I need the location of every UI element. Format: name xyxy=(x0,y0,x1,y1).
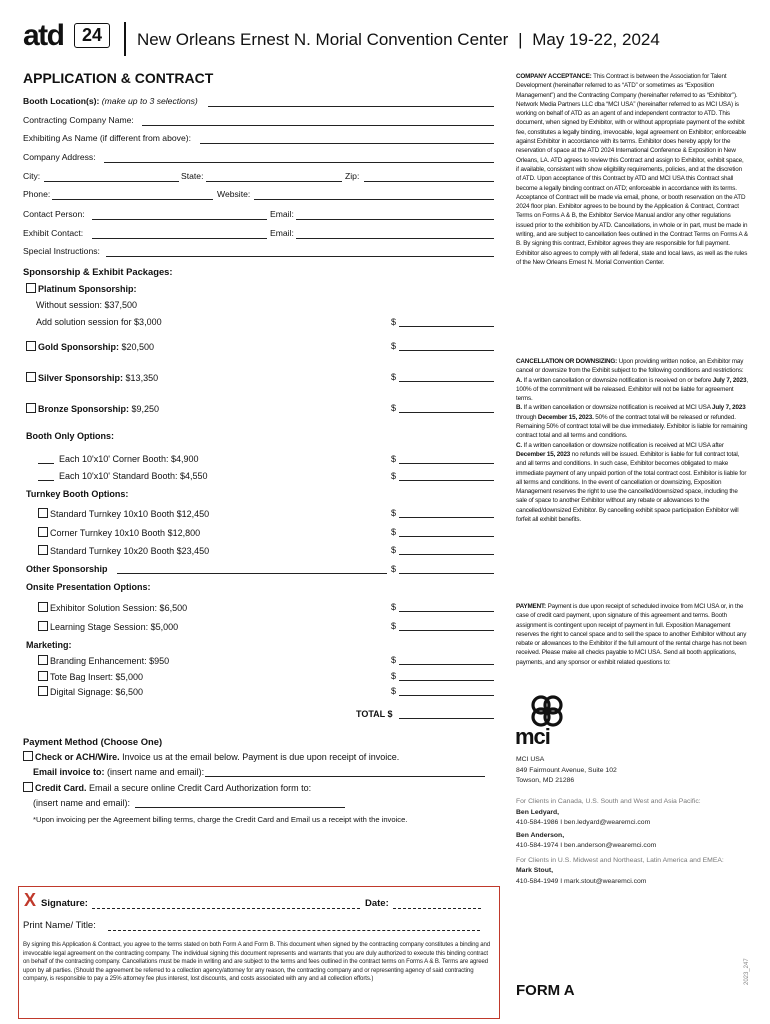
city-label: City: xyxy=(23,171,41,181)
turnkey2-checkbox[interactable] xyxy=(38,527,48,537)
email1-line[interactable] xyxy=(296,219,494,220)
cancellation-text xyxy=(516,357,748,524)
date-label: Date: xyxy=(365,898,389,909)
page-title: APPLICATION & CONTRACT xyxy=(23,70,214,86)
silver-checkbox[interactable] xyxy=(26,372,36,382)
turnkey1-amount-line[interactable] xyxy=(399,517,494,518)
platinum-option[interactable] xyxy=(26,283,137,294)
cancel-b-date2: December 15, 2023. xyxy=(537,413,594,421)
other-dollar: $ xyxy=(391,564,397,574)
company-address-line[interactable] xyxy=(104,162,494,163)
exhibiting-as-label: Exhibiting As Name (if different from above): xyxy=(23,133,191,143)
platinum-amount-line[interactable] xyxy=(399,326,494,327)
cancel-b-text1: If a written cancellation or downsize notification is received at MCI USA xyxy=(523,404,711,412)
mkt3-amount-line[interactable] xyxy=(399,695,494,696)
ach-label: Check or ACH/Wire. xyxy=(35,752,120,762)
turnkey3-checkbox[interactable] xyxy=(38,545,48,555)
cancel-intro: Upon providing written notice, an Exhibitor may cancel or downsize from the Exhibit subject to the following conditions and restrictions: xyxy=(516,358,744,375)
cancel-b-text2: 50% of the contract total will be released or refunded. Remaining 50% of contract total will be due immediately. Exhibitor is liable for remaining contract total and all terms and conditions. xyxy=(516,413,748,440)
company-acceptance-text xyxy=(516,72,748,267)
turnkey1-checkbox[interactable] xyxy=(38,508,48,518)
cancel-b-label: B. xyxy=(516,404,522,412)
exhibit-contact-line[interactable] xyxy=(92,238,267,239)
booth-location-label: Booth Location(s): xyxy=(23,96,100,106)
gold-dollar: $ xyxy=(391,341,397,351)
header-divider xyxy=(124,22,126,56)
turnkey3-option[interactable] xyxy=(38,545,209,556)
bronze-amount-line[interactable] xyxy=(399,412,494,413)
zip-line[interactable] xyxy=(364,181,494,182)
bronze-dollar: $ xyxy=(391,403,397,413)
zip-label: Zip: xyxy=(345,171,360,181)
mci-address xyxy=(516,755,617,787)
mkt2-amount-line[interactable] xyxy=(399,680,494,681)
contact3-name: Mark Stout, xyxy=(516,867,554,874)
ach-option[interactable] xyxy=(23,751,399,762)
contact3-info[interactable]: 410-584-1949 I mark.stout@wearemci.com xyxy=(516,877,647,885)
onsite1-option[interactable] xyxy=(38,602,187,613)
email2-line[interactable] xyxy=(296,238,494,239)
mkt3-dollar: $ xyxy=(391,686,397,696)
form-code: 2023_247 xyxy=(744,958,750,985)
email-invoice-label xyxy=(33,767,204,777)
turnkey2-amount-line[interactable] xyxy=(399,536,494,537)
contact-person-label: Contact Person: xyxy=(23,209,85,219)
state-line[interactable] xyxy=(206,181,342,182)
cancel-a-date: July 7, 2023 xyxy=(712,376,747,384)
onsite1-amount-line[interactable] xyxy=(399,611,494,612)
region2-label: For Clients in U.S. Midwest and Northeast, Latin America and EMEA: xyxy=(516,856,724,864)
standard-booth-amount-line[interactable] xyxy=(399,480,494,481)
email2-label: Email: xyxy=(270,228,294,238)
marketing-heading: Marketing: xyxy=(26,640,72,650)
atd-logo-year: 24 xyxy=(74,23,110,48)
corner-booth-amount-line[interactable] xyxy=(399,463,494,464)
signature-label: Signature: xyxy=(41,898,88,909)
cc-checkbox[interactable] xyxy=(23,782,33,792)
turnkey2-dollar: $ xyxy=(391,527,397,537)
contracting-company-label: Contracting Company Name: xyxy=(23,115,134,125)
cc-text: Email a secure online Credit Card Authorization form to: xyxy=(89,783,312,793)
cancel-b-date1: July 7, 2023 xyxy=(712,404,746,412)
print-name-label: Print Name/ Title: xyxy=(23,920,96,931)
total-label: TOTAL $ xyxy=(356,709,393,719)
corner-booth-dollar: $ xyxy=(391,454,397,464)
mci-logo-text: mci xyxy=(515,724,550,749)
payment-heading: Payment Method (Choose One) xyxy=(23,736,163,747)
contact2-name: Ben Anderson, xyxy=(516,831,565,839)
phone-label: Phone: xyxy=(23,189,51,199)
cancel-c-label: C. xyxy=(516,441,522,449)
cancel-a-text1: If a written cancellation or downsize notification is received on or before xyxy=(523,376,712,384)
venue-name: New Orleans Ernest N. Morial Convention Center xyxy=(137,30,509,49)
onsite2-dollar: $ xyxy=(391,621,397,631)
region1-label: For Clients in Canada, U.S. South and West and Asia Pacific: xyxy=(516,798,701,805)
platinum-without-label: Without session: $37,500 xyxy=(36,300,138,310)
mci-knot-icon xyxy=(527,694,567,728)
turnkey2-option[interactable] xyxy=(38,527,200,538)
silver-amount-line[interactable] xyxy=(399,381,494,382)
platinum-dollar: $ xyxy=(391,317,397,327)
mkt2-option[interactable] xyxy=(38,671,143,682)
onsite2-checkbox[interactable] xyxy=(38,621,48,631)
onsite1-label: Exhibitor Solution Session: $6,500 xyxy=(50,603,188,613)
platinum-label: Platinum Sponsorship: xyxy=(38,284,137,294)
email1-label: Email: xyxy=(270,209,294,219)
onsite1-dollar: $ xyxy=(391,602,397,612)
contact2-info[interactable]: 410-584-1974 I ben.anderson@wearemci.com xyxy=(516,842,657,849)
onsite2-amount-line[interactable] xyxy=(399,630,494,631)
onsite-heading: Onsite Presentation Options: xyxy=(26,582,151,592)
mkt3-label: Digital Signage: $6,500 xyxy=(50,687,144,697)
special-instructions-line[interactable] xyxy=(106,256,494,257)
mkt2-dollar: $ xyxy=(391,671,397,681)
bronze-price: $9,250 xyxy=(131,404,160,414)
onsite2-option[interactable] xyxy=(38,621,178,632)
turnkey1-label: Standard Turnkey 10x10 Booth $12,450 xyxy=(50,509,210,519)
ach-text: Invoice us at the email below. Payment is due upon receipt of invoice. xyxy=(122,752,400,762)
mkt1-label: Branding Enhancement: $950 xyxy=(50,656,170,666)
turnkey1-option[interactable] xyxy=(38,508,209,519)
gold-amount-line[interactable] xyxy=(399,350,494,351)
date-line[interactable] xyxy=(393,908,481,909)
cc-insert-label: (insert name and email): xyxy=(33,798,131,808)
gold-option[interactable] xyxy=(26,341,154,352)
mci-logo xyxy=(513,694,573,750)
mkt1-checkbox[interactable] xyxy=(38,655,48,665)
event-dates: May 19-22, 2024 xyxy=(532,30,660,49)
corner-booth-qty-line[interactable] xyxy=(38,463,54,464)
onsite1-checkbox[interactable] xyxy=(38,602,48,612)
signature-x-mark: X xyxy=(24,890,37,910)
cancel-head: CANCELLATION OR DOWNSIZING: xyxy=(516,358,618,365)
turnkey2-label: Corner Turnkey 10x10 Booth $12,800 xyxy=(50,528,201,538)
gold-price: $20,500 xyxy=(121,342,155,352)
state-label: State: xyxy=(181,171,204,181)
mkt1-dollar: $ xyxy=(391,655,397,665)
bronze-option[interactable] xyxy=(26,403,159,414)
cancel-b-through: through xyxy=(516,413,537,421)
other-sponsorship-line[interactable] xyxy=(117,573,387,574)
ach-checkbox[interactable] xyxy=(23,751,33,761)
cancel-a-text2: , 100% of the commitment will be released. Exhibitor will not be liable for agreement terms. xyxy=(516,376,748,403)
turnkey3-dollar: $ xyxy=(391,545,397,555)
cc-insert-line[interactable] xyxy=(135,807,345,808)
standard-booth-dollar: $ xyxy=(391,471,397,481)
header-sep: | xyxy=(518,30,523,49)
turnkey3-label: Standard Turnkey 10x20 Booth $23,450 xyxy=(50,546,210,556)
payment-terms-text xyxy=(516,602,748,667)
bronze-checkbox[interactable] xyxy=(26,403,36,413)
acceptance-head: COMPANY ACCEPTANCE: xyxy=(516,73,592,80)
signature-line[interactable] xyxy=(92,908,360,909)
gold-label: Gold Sponsorship: xyxy=(38,342,119,352)
website-label: Website: xyxy=(217,189,251,199)
other-sponsorship-label: Other Sponsorship xyxy=(26,564,108,574)
form-label: FORM A xyxy=(516,982,575,999)
mkt3-option[interactable] xyxy=(38,686,143,697)
cc-label: Credit Card. xyxy=(35,783,87,793)
legal-text: By signing this Application & Contract, you agree to the terms stated on both Form A and Form B. This document when signed by the contracting company constitutes a binding and irrevocable legal agreement on the contracting company. The individual signing this document represents and warrants that you are duly authorized to execute this binding contract on behalf of the contracting company. Cancellations must be made in writing and are subject to the terms and fees outlined in the contract terms on Forms A & B. Terms are agreed upon by all parties. (Should the agreement be referred to a collection agency/attorney for any reason, the contracting company and or representing agency of said contracting company, is responsible to pay a 25% attorney fee plus interest, lost discounts, and costs associated with any and all collection efforts.) xyxy=(23,941,491,983)
payment-head: PAYMENT: xyxy=(516,603,546,610)
contact-person-line[interactable] xyxy=(92,219,267,220)
corner-booth-label: Each 10'x10' Corner Booth: $4,900 xyxy=(59,454,199,464)
city-line[interactable] xyxy=(44,181,179,182)
website-line[interactable] xyxy=(254,199,494,200)
email-invoice-bold: Email invoice to: xyxy=(33,767,105,777)
turnkey3-amount-line[interactable] xyxy=(399,554,494,555)
total-amount-line[interactable] xyxy=(399,718,494,719)
booth-only-heading: Booth Only Options: xyxy=(26,431,114,441)
email-invoice-line[interactable] xyxy=(205,776,485,777)
silver-option[interactable] xyxy=(26,372,158,383)
contact1-info[interactable]: 410-584-1986 I ben.ledyard@wearemci.com xyxy=(516,819,651,826)
email-invoice-text: (insert name and email): xyxy=(107,767,205,777)
silver-price: $13,350 xyxy=(125,373,159,383)
exhibit-contact-label: Exhibit Contact: xyxy=(23,228,84,238)
contracting-company-line[interactable] xyxy=(142,125,494,126)
phone-line[interactable] xyxy=(52,199,213,200)
platinum-add-label: Add solution session for $3,000 xyxy=(36,317,162,327)
atd-logo-text: atd xyxy=(23,19,64,52)
contact1-name: Ben Ledyard, xyxy=(516,808,560,816)
packages-heading: Sponsorship & Exhibit Packages: xyxy=(23,266,173,277)
print-name-line[interactable] xyxy=(108,930,480,931)
mkt2-checkbox[interactable] xyxy=(38,671,48,681)
special-instructions-label: Special Instructions: xyxy=(23,246,100,256)
standard-booth-label: Each 10'x10' Standard Booth: $4,550 xyxy=(59,471,208,481)
payment-note: *Upon invoicing per the Agreement billing terms, charge the Credit Card and Email us a receipt with the invoice. xyxy=(33,815,408,824)
silver-label: Silver Sponsorship: xyxy=(38,373,124,383)
mkt1-option[interactable] xyxy=(38,655,169,666)
header-venue-dates xyxy=(137,30,660,50)
booth-location-line[interactable] xyxy=(208,106,494,107)
payment-body: Payment is due upon receipt of scheduled invoice from MCI USA or, in the case of credit card payment, upon signature of this agreement and terms. Booth assignment is contingent upon receipt of payment in full. Exposition Management reserves the right to cancel space and to sell the space to another Exhibitor without any rebate or allowances to the Exhibitor if the full amount of the rental charge has not been received. Please make all checks payable to MCI USA. Send all booth applications, payments, and any sponsor or exhibit related questions to: xyxy=(516,603,747,666)
cancel-a-label: A. xyxy=(516,376,522,384)
mkt3-checkbox[interactable] xyxy=(38,686,48,696)
mkt2-label: Tote Bag Insert: $5,000 xyxy=(50,672,144,682)
turnkey1-dollar: $ xyxy=(391,508,397,518)
acceptance-body: This Contract is between the Association for Talent Development (hereinafter referred to as “ATD” or sometimes as “Exposition Management”) and the Contracting Company (hereinafter referred to as “Exhibitor”). Network Media Partners LLC dba “MCI USA” (hereinafter referred to as MCI USA) is working on behalf of ATD as an agent of and independent contractor to ATD. This document, when signed by Exhibitor, with or without appropriate payment of the exhibit fee, constitutes a legally binding, irrevocable, legal agreement on Exhibitor; enforceable against Exhibitor in accordance with its terms. Exhibitor does hereby apply for the reservation of space at the ATD 2024 International Conference & Exposition in New Orleans, LA. ATD agrees to review this Contract and assign to Exhibitor, exhibit space, if available, consistent with show eligibility requirements, policies, and at the discretion of ATD. Upon acceptance of this Contract by ATD and MCI USA this Contract shall become a legally binding contract on ATD; enforceable in accordance with its terms. Acceptance of Contract will be made via email, phone, or booth reservation on the ATD 2024 floor plan. Exhibitor agrees to be bound by the Application & Contract, Contract Terms on Forms A & B, the Exhibitor Service Manual and/or any other regulations issued prior to the exhibition by ATD. Cancellations, in whole or in part, must be made in writing, and are subject to cancellation fees outlined in the Contract Terms on Forms A & B. By signing this contract, Exhibitor agrees they are responsible for full payment. Exhibitor also agrees to comply with all federal, state and local laws, as well as the rules of the New Orleans Ernest N. Morial Convention Center. xyxy=(516,73,748,266)
bronze-label: Bronze Sponsorship: xyxy=(38,404,130,414)
mci-name: MCI USA xyxy=(516,756,545,763)
cancel-c-text2: no refunds will be issued. Exhibitor is liable for full contract total, and all terms and conditions. In such case, Exhibitor becomes obligated to make immediate payment of any unpaid portion of the total contract cost. Exhibitor is liable for all terms and conditions. In the event of cancellation or downsizing, Exposition Management reserves the right to use the cancelled/downsized space, including the sale of space to another Exhibitor without any rebate or allowances to the cancelled/downsized Exhibitor. By cancelling exhibit space participation Exhibitor will forfeit all exhibit benefits. xyxy=(516,450,747,524)
mkt1-amount-line[interactable] xyxy=(399,664,494,665)
cancel-c-date: December 15, 2023 xyxy=(516,450,571,458)
platinum-checkbox[interactable] xyxy=(26,283,36,293)
mci-address1: 849 Fairmount Avenue, Suite 102 xyxy=(516,766,617,774)
mci-address2: Towson, MD 21286 xyxy=(516,777,575,784)
exhibiting-as-line[interactable] xyxy=(200,143,494,144)
other-amount-line[interactable] xyxy=(399,573,494,574)
onsite2-label: Learning Stage Session: $5,000 xyxy=(50,622,179,632)
standard-booth-qty-line[interactable] xyxy=(38,480,54,481)
turnkey-heading: Turnkey Booth Options: xyxy=(26,489,129,499)
cc-option[interactable] xyxy=(23,782,311,793)
silver-dollar: $ xyxy=(391,372,397,382)
booth-location-hint: (make up to 3 selections) xyxy=(101,96,198,106)
company-address-label: Company Address: xyxy=(23,152,96,162)
mci-contacts xyxy=(516,797,724,887)
cancel-c-text1: If a written cancellation or downsize notification is received at MCI USA after xyxy=(523,441,724,449)
gold-checkbox[interactable] xyxy=(26,341,36,351)
